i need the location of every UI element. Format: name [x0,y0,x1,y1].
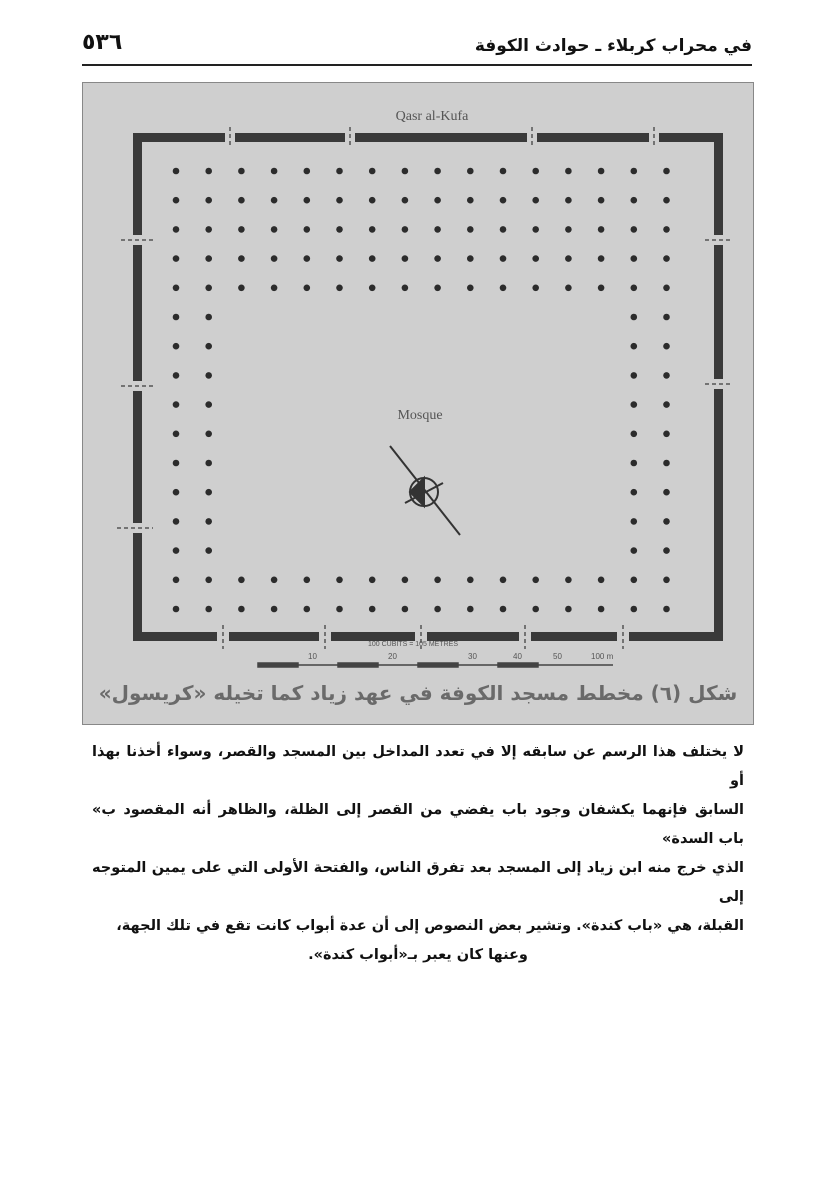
pillar [173,255,180,262]
wall-segment [714,245,723,379]
pillar [500,226,507,233]
pillar [663,255,670,262]
pillar [631,489,638,496]
scale-segment [418,663,458,667]
pillar [434,606,441,613]
pillar [565,255,572,262]
text-line: وعنها كان يعبر بـ«أبواب كندة». [308,947,528,963]
scale-segment [498,663,538,667]
pillar [663,372,670,379]
pillar [173,314,180,321]
pillar [663,226,670,233]
pillar [205,168,212,175]
pillar [173,372,180,379]
page-number: ٥٣٦ [82,30,123,55]
pillar [173,197,180,204]
pillar [173,285,180,292]
scale-tick: 30 [468,652,477,661]
pillar [532,168,539,175]
door-markers [117,127,733,649]
pillar [565,168,572,175]
text-line: لا يختلف هذا الرسم عن سابقه إلا في تعدد المداخل بين المسجد والقصر، وسواء أخذنا بهذا أو [92,744,744,789]
pillar [565,285,572,292]
wall-segment [537,133,649,142]
pillar [663,343,670,350]
pillar [500,255,507,262]
pillar [336,577,343,584]
pillar [532,197,539,204]
pillar [271,285,278,292]
pillar [173,460,180,467]
mosque-label: Mosque [397,408,443,423]
pillar [402,577,409,584]
qasr-label: Qasr al-Kufa [395,109,469,124]
scale-text: 100 CUBITS = 105 METRES [367,641,459,648]
pillar [238,606,245,613]
pillar [663,547,670,554]
wall-segment [133,632,217,641]
pillar [402,226,409,233]
pillar [369,255,376,262]
pillar [467,606,474,613]
pillar [304,577,311,584]
pillar [500,606,507,613]
scale-tick: 50 [553,652,562,661]
pillar [434,197,441,204]
pillar [434,285,441,292]
pillar [205,285,212,292]
pillar [205,489,212,496]
pillar [500,197,507,204]
pillar [173,168,180,175]
pillar [467,285,474,292]
pillar [402,168,409,175]
pillar [205,577,212,584]
scale-segment [258,663,298,667]
pillar [173,547,180,554]
pillar [631,401,638,408]
pillar [598,168,605,175]
pillar [663,314,670,321]
pillar [369,197,376,204]
scale-tick: 10 [308,652,317,661]
pillar [238,168,245,175]
scale-segment [338,663,378,667]
pillar [238,226,245,233]
pillar [663,431,670,438]
pillar [369,285,376,292]
pillar [271,226,278,233]
pillar [598,606,605,613]
text-line: القبلة، هي «باب كندة». وتشير بعض النصوص إلى أن عدة أبواب كانت تقع في تلك الجهة، [116,918,744,934]
compass-symbol [390,446,460,535]
pillar [532,285,539,292]
wall-segment [229,632,319,641]
pillar [631,168,638,175]
pillar [336,168,343,175]
pillar [173,606,180,613]
pillar [304,168,311,175]
pillar [631,285,638,292]
pillar [238,285,245,292]
pillar [631,606,638,613]
wall-segment [133,533,142,641]
pillar [173,226,180,233]
pillar [304,197,311,204]
pillar [271,168,278,175]
compass-needle [410,478,424,506]
body-paragraph [92,738,744,970]
mosque-plan-drawing [83,83,753,724]
running-title: في محراب كربلاء ـ حوادث الكوفة [474,36,752,56]
scale-tick: 20 [388,652,397,661]
pillar [402,285,409,292]
pillar [336,226,343,233]
pillar [205,343,212,350]
wall-segment [235,133,345,142]
pillar [238,577,245,584]
pillar [205,460,212,467]
pillar [173,518,180,525]
pillar [598,285,605,292]
pillar [631,460,638,467]
pillar [565,577,572,584]
scale-tick: 100 m [591,652,614,661]
page-header [82,30,752,66]
pillar [663,401,670,408]
pillar [304,255,311,262]
pillar [304,606,311,613]
text-line: السابق فإنهما يكشفان وجود باب يفضي من القصر إلى الظلة، والظاهر أنه المقصود ب» باب السدة» [92,802,744,847]
pillar [434,226,441,233]
pillar [631,518,638,525]
pillar [271,606,278,613]
pillar [631,431,638,438]
mosque-plan-figure [82,82,754,725]
pillar [173,401,180,408]
pillar [500,168,507,175]
pillar [205,431,212,438]
pillar [369,168,376,175]
pillar [402,197,409,204]
pillar [205,314,212,321]
wall-segment [629,632,723,641]
pillar [336,285,343,292]
pillar [304,285,311,292]
pillar [631,197,638,204]
pillar [663,168,670,175]
scale-tick: 40 [513,652,522,661]
pillar [205,372,212,379]
pillar [238,255,245,262]
pillar [271,255,278,262]
pillar [631,226,638,233]
wall-segment [355,133,527,142]
pillar [663,489,670,496]
pillar [532,226,539,233]
wall-segment [331,632,415,641]
pillar [598,577,605,584]
pillar [663,606,670,613]
pillar [532,255,539,262]
pillar [304,226,311,233]
pillar [205,255,212,262]
pillar [500,285,507,292]
pillar [336,197,343,204]
pillar [663,577,670,584]
pillar [467,255,474,262]
pillar [467,168,474,175]
pillar [205,197,212,204]
scale-bar [258,663,613,667]
pillar [565,226,572,233]
scale-ticks [308,652,614,661]
wall-segment [659,133,723,142]
pillar [271,577,278,584]
pillar [467,577,474,584]
pillar [336,255,343,262]
pillar [238,197,245,204]
pillar [205,226,212,233]
pillar [598,255,605,262]
wall-segment [531,632,617,641]
pillar [663,197,670,204]
pillar-grid [173,168,670,613]
wall-segment [714,389,723,641]
pillar [631,314,638,321]
pillar [173,489,180,496]
pillar [598,197,605,204]
pillar [205,518,212,525]
pillar [500,577,507,584]
pillar [402,255,409,262]
pillar [663,460,670,467]
text-line: الذي خرج منه ابن زياد إلى المسجد بعد تفرق الناس، والفتحة الأولى التي على يمين المتوجه إلى [92,860,744,905]
pillar [205,547,212,554]
pillar [173,431,180,438]
pillar [565,197,572,204]
pillar [663,285,670,292]
pillar [565,606,572,613]
wall-segment [133,133,225,142]
pillar [631,372,638,379]
pillar [532,577,539,584]
wall-segment [133,133,142,235]
pillar [271,197,278,204]
pillar [434,577,441,584]
pillar [467,226,474,233]
pillar [205,606,212,613]
pillar [663,518,670,525]
pillar [631,547,638,554]
pillar [598,226,605,233]
wall-segment [133,391,142,523]
pillar [369,577,376,584]
pillar [631,255,638,262]
wall-segment [427,632,519,641]
wall-segment [714,133,723,235]
wall-segment [133,245,142,381]
mosque-walls [133,133,723,641]
pillar [402,606,409,613]
figure-caption: شكل (٦) مخطط مسجد الكوفة في عهد زياد كما تخيله «كريسول» [98,681,738,705]
pillar [173,343,180,350]
pillar [434,255,441,262]
pillar [173,577,180,584]
pillar [336,606,343,613]
pillar [532,606,539,613]
pillar [631,343,638,350]
pillar [369,226,376,233]
pillar [631,577,638,584]
pillar [369,606,376,613]
pillar [205,401,212,408]
pillar [467,197,474,204]
pillar [434,168,441,175]
